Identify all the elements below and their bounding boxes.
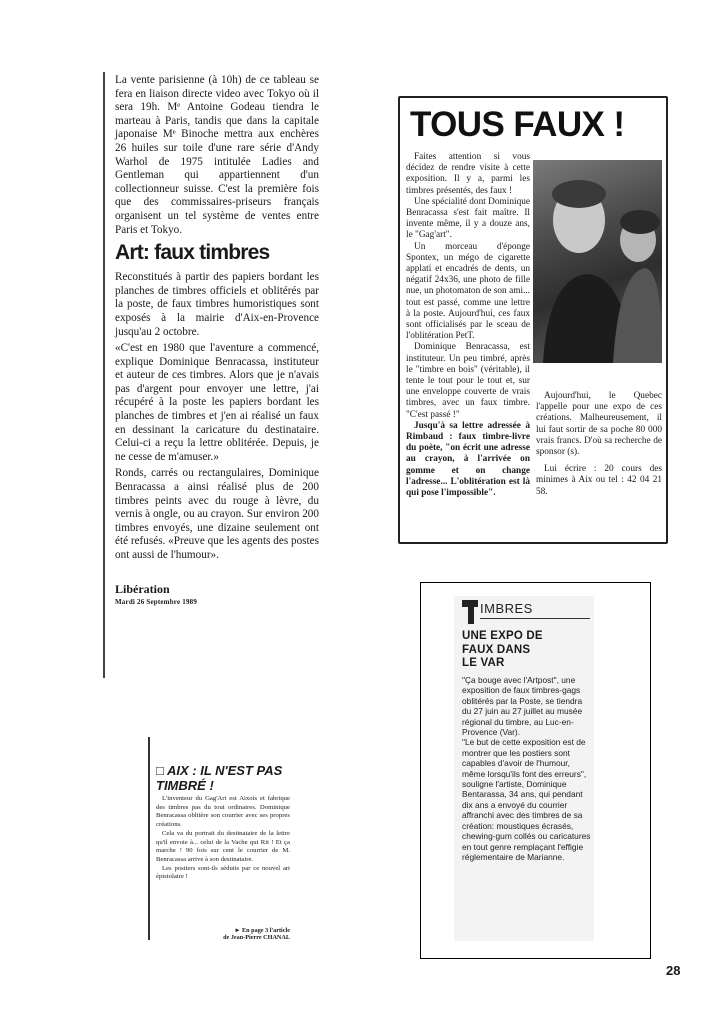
timbres-section-label: IMBRES <box>480 601 533 616</box>
tous-faux-paragraph: Jusqu'à sa lettre adressée à Rimbaud : faux timbre-livre du poète, "on écrit une adresse au crayon, à l'arrivée on gomme et on change l'adresse... L'oblitération est là qui pose l'impossible". <box>406 420 530 499</box>
tous-faux-contact: Lui écrire : 20 cours des minimes à Aix ou tel : 42 04 21 58. <box>536 464 662 497</box>
timbres-paragraph: "Ça bouge avec l'Artpost", une exposition de faux timbres-gags oblitérés par la Poste, se tiendra du 27 juin au 27 juillet au musée régional du timbre, au Luc-en-Provence (Var). <box>462 675 583 738</box>
timbres-article <box>462 675 592 862</box>
timbres-clipping <box>454 596 594 941</box>
section-divider <box>480 618 590 619</box>
liberation-intro: La vente parisienne (à 10h) de ce tableau se fera en liaison directe video avec Tokyo où il sera 19h. Mᵉ Antoine Godeau tiendra le marteau à Paris, tandis que dans la capitale japonaise Mᵉ Binoche mettra aux enchères 26 huiles sur toile d'une rare série d'Andy Warhol de 1975 intitulée Ladies and Gentleman qui appartiennent d'un collectionneur suisse. C'est la première fois que des commissaires-priseurs français organisent un tel système de ventes entre Paris et Tokyo. <box>115 74 319 236</box>
artist-portrait-image <box>533 160 662 363</box>
liberation-source: Libération <box>115 581 170 596</box>
aix-article <box>156 795 290 882</box>
timbres-headline-line: LE VAR <box>462 657 505 669</box>
clipping-border <box>103 72 105 678</box>
liberation-paragraph-3: Ronds, carrés ou rectangulaires, Dominique Benracassa a ainsi réalisé plus de 200 timbres peints avec du rouge à lèvre, du vernis à ongle, ou au crayon. Sur environ 200 timbres envoyés, une dizaine seulement ont été refusés. «Preuve que les agents des postes ont aussi de l'humour». <box>115 467 319 561</box>
aix-footer-line: ► En page 3 l'article <box>234 927 290 934</box>
timbres-headline-line: FAUX DANS <box>462 643 531 656</box>
liberation-article <box>115 74 319 610</box>
aix-paragraph: Les postiers sont-ils séduits par ce nouvel art épistolaire ! <box>156 864 290 881</box>
tous-faux-title: TOUS FAUX ! <box>410 105 625 144</box>
aix-headline: □ AIX : IL N'EST PAS TIMBRÉ ! <box>156 763 283 793</box>
aix-footer-line: de Jean-Pierre CHANAL <box>223 934 290 940</box>
clipping-border <box>148 737 150 940</box>
artist-photo <box>533 160 662 363</box>
liberation-headline: Art: faux timbres <box>115 241 270 265</box>
aix-clipping <box>148 737 294 940</box>
page-number: 28 <box>666 963 681 978</box>
tous-faux-paragraph: Une spécialité dont Dominique Benracassa s'est fait maître. Il invente même, il y a douze ans, le "Gag'art". <box>406 196 530 241</box>
tous-faux-paragraph: Dominique Benracassa, est instituteur. Un peu timbré, après le "timbre en bois" (véritable), il tente le tout pour le tout et, sur une enveloppe couverte de vrais timbres, avec un faux timbre. "C'est passé !" <box>406 342 530 420</box>
t-logo-icon <box>462 600 478 624</box>
aix-paragraph: Cela va du portrait du destinataire de la lettre qu'il envoie à... celui de la Vache qui Rit ! Et ça marche ! 90 fois sur cent le courrier de M. Benracassa arrive à son destinataire. <box>156 829 290 863</box>
timbres-paragraph: "Le but de cette exposition est de montrer que les postiers sont capables d'avoir de l'humour, même lorsqu'ils font des erreurs", souligne l'artiste, Dominique Bentarassa, 34 ans, qui pendant dix ans a envoyé du courrier affranchi avec des timbres de sa création: moustiques écrasés, chewing-gum collés ou caricatures en tout genre remplaçant l'effigie réglementaire de Marianne. <box>462 737 591 862</box>
liberation-date: Mardi 26 Septembre 1989 <box>115 598 198 607</box>
tous-faux-column-2 <box>536 391 662 504</box>
tous-faux-clipping <box>398 96 668 544</box>
tous-faux-paragraph: Faites attention si vous décidez de rendre visite à cette exposition. Il y a, parmi les timbres présentés, des faux ! <box>406 152 530 196</box>
liberation-clipping <box>103 72 321 684</box>
tous-faux-paragraph: Un morceau d'éponge Spontex, un mégo de cigarette applati et encadrés de dents, un négatif 24x36, une photo de fille nue, un photomaton de son ami... tout est passé, comme une lettre à la poste. Aujourd'hui, ces faux sont officialisés par le sceau de l'oblitération PetT. <box>406 241 530 342</box>
liberation-paragraph-1: Reconstitués à partir des papiers bordant les planches de timbres officiels et oblitérés par la poste, de faux timbres humoristiques sont exposés à la mairie d'Aix-en-Provence jusqu'au 2 octobre. <box>115 271 319 338</box>
timbres-headline-line: UNE EXPO DE <box>462 630 543 642</box>
aix-paragraph: L'inventeur du Gag'Art est Aixois et fabrique des timbres pas du tout ordinaires. Dominique Benracassa oblitère son courrier avec ses propres créations. <box>156 795 290 829</box>
aix-footer <box>162 927 290 940</box>
tous-faux-column-1 <box>406 152 530 499</box>
liberation-paragraph-2: «C'est en 1980 que l'aventure a commencé, explique Dominique Benracassa, instituteur et auteur de ces timbres. Alors que je n'avais pas d'argent pour envoyer une lettre, j'ai récupéré à la poste les papiers bordant les planches de timbres et j'en ai réalisé un faux en dessinant la caricature du destinataire. Celui-ci a reçu la lettre oblitérée. Depuis, je ne cesse de m'amuser.» <box>115 342 319 463</box>
timbres-headline <box>462 630 590 671</box>
tous-faux-paragraph: Aujourd'hui, le Quebec l'appelle pour une expo de ces créations. Malheureusement, il lui faut sortir de sa poche 80 000 vrais francs. D'où sa recherche de sponsor (s). <box>536 391 662 458</box>
